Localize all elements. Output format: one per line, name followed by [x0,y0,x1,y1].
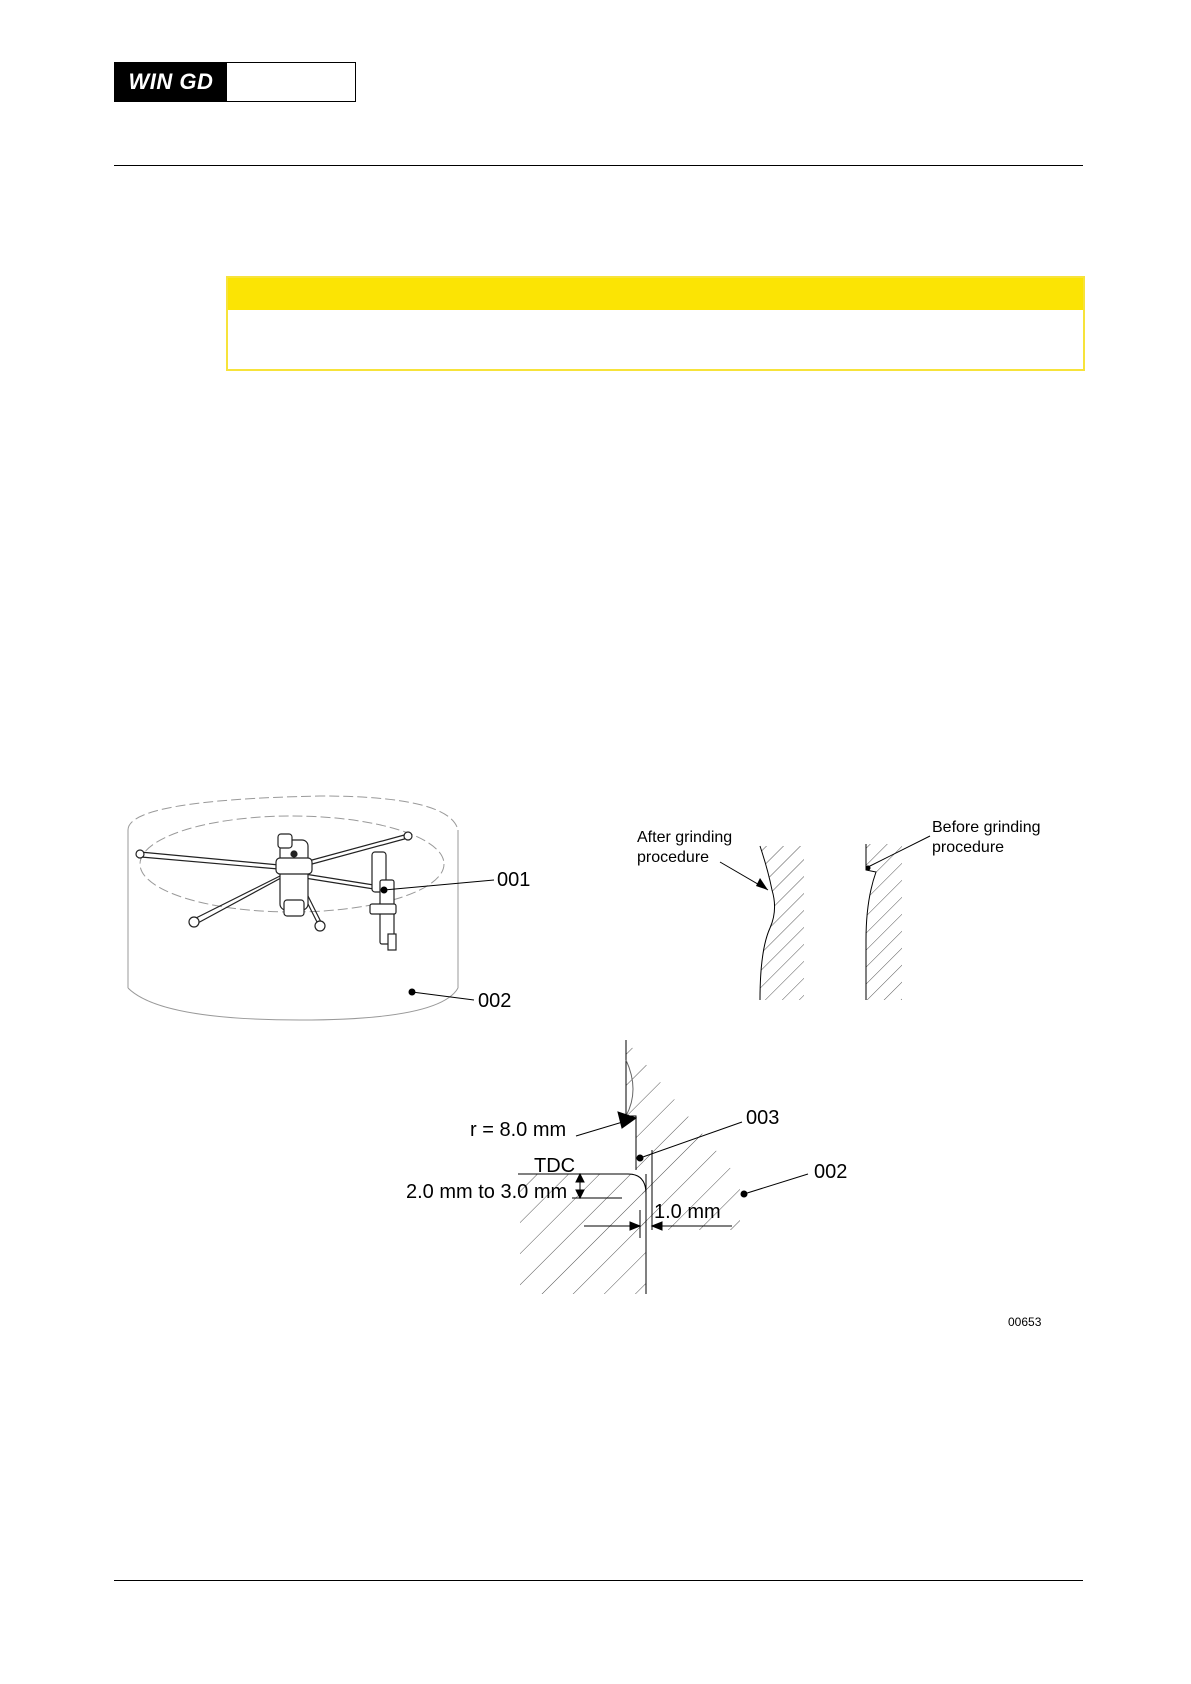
before-grinding-label-line1: Before grinding [932,819,1041,836]
callout-002: 002 [478,990,512,1012]
callout-001: 001 [497,869,531,891]
radius-label: r = 8.0 mm [470,1119,567,1141]
after-grinding-label-line1: After grinding [637,829,733,846]
depth-range-label: 2.0 mm to 3.0 mm [406,1181,568,1203]
figure-id: 00653 [1008,1315,1042,1329]
after-grinding-profile [720,846,804,1000]
callout-003: 003 [746,1107,780,1129]
grinding-tool [136,832,412,950]
offset-label: 1.0 mm [654,1201,721,1223]
logo-mark: WIN GD [115,63,227,101]
after-grinding-label-line2: procedure [637,849,710,866]
tdc-label: TDC [534,1155,576,1177]
callout-002-detail: 002 [814,1161,848,1183]
before-grinding-label-line2: procedure [932,839,1005,856]
before-grinding-profile [866,836,931,1000]
footer-rule [114,1580,1083,1581]
